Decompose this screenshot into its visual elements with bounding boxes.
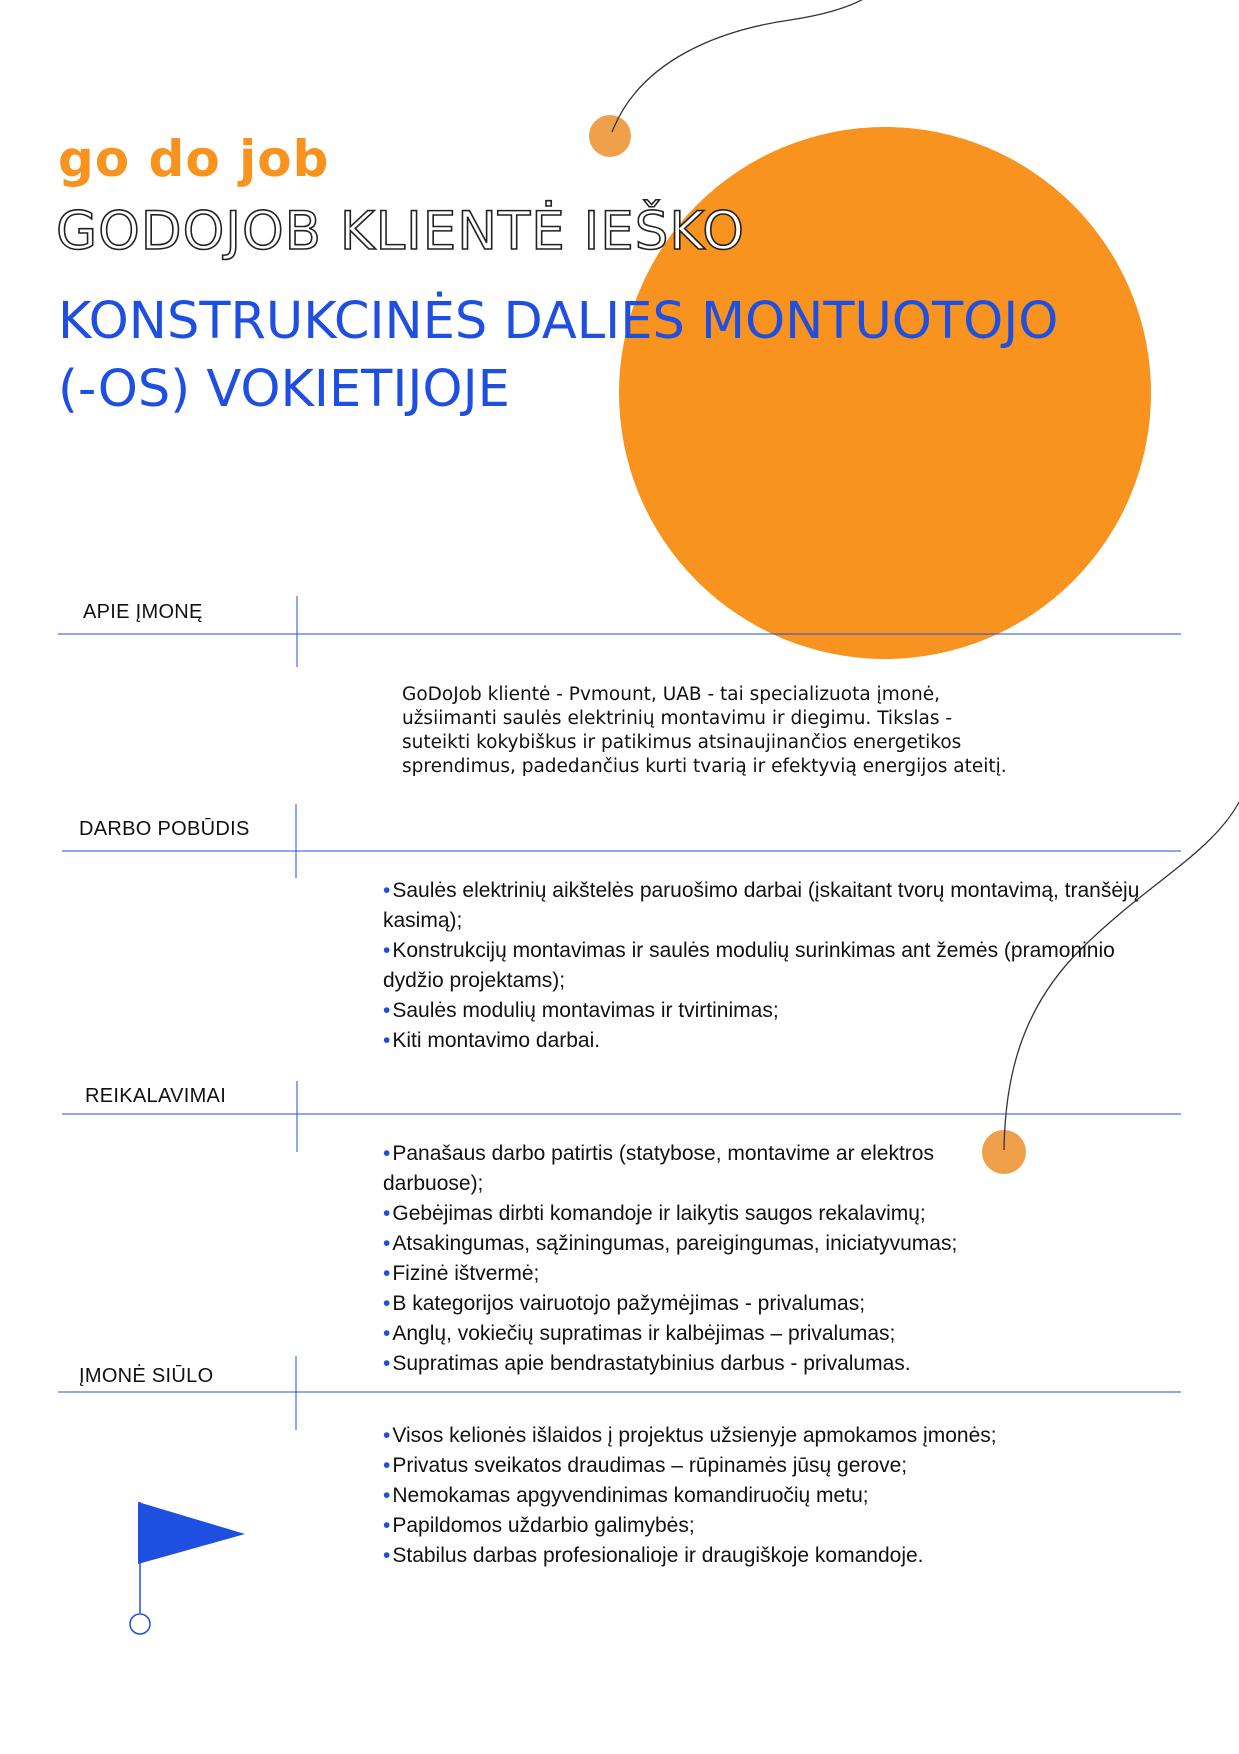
list-item — [383, 1349, 957, 1379]
company-logo: go do job — [58, 130, 330, 188]
requirements-list — [383, 1139, 957, 1379]
list-item — [383, 1319, 957, 1349]
list-item — [383, 1229, 957, 1259]
small-orange-dot-top — [589, 115, 631, 157]
list-item — [383, 936, 1139, 966]
section-label-siulo: ĮMONĖ SIŪLO — [79, 1365, 214, 1387]
list-item-text: Nemokamas apgyvendinimas komandiruočių metu; — [392, 1484, 869, 1507]
list-item — [383, 1199, 957, 1229]
list-item — [383, 1421, 997, 1451]
list-item-text: Saulės elektrinių aikštelės paruošimo darbai (įskaitant tvorų montavimą, tranšėjų — [392, 879, 1140, 902]
list-item — [383, 1289, 957, 1319]
list-item — [383, 1026, 1139, 1056]
company-description-line: sprendimus, padedančius kurti tvarią ir efektyvią energijos ateitį. — [402, 756, 1007, 777]
list-item-text: Saulės modulių montavimas ir tvirtinimas; — [392, 999, 779, 1022]
list-item — [383, 876, 1139, 906]
job-title-line-2: (-OS) VOKIETIJOJE — [58, 360, 510, 419]
list-item-text: Kiti montavimo darbai. — [392, 1029, 601, 1052]
list-item — [383, 1259, 957, 1289]
section-label-darbo: DARBO POBŪDIS — [79, 818, 250, 840]
list-item — [383, 1451, 997, 1481]
list-item-text: Fizinė ištvermė; — [392, 1262, 540, 1285]
company-description — [402, 683, 1122, 779]
list-item — [383, 996, 1139, 1026]
company-description-line: užsiimanti saulės elektrinių montavimu ir diegimu. Tikslas - — [402, 708, 953, 729]
section-label-apie: APIE ĮMONĘ — [83, 601, 203, 623]
list-item-text: Papildomos uždarbio galimybės; — [392, 1514, 695, 1537]
curve-line-top — [612, 0, 870, 132]
company-description-line: GoDoJob klientė - Pvmount, UAB - tai specializuota įmonė, — [402, 684, 941, 705]
list-item — [383, 1541, 997, 1571]
list-item-text: Privatus sveikatos draudimas – rūpinamės jūsų gerove; — [392, 1454, 908, 1477]
list-item-text: Supratimas apie bendrastatybinius darbus - privalumas. — [392, 1352, 911, 1375]
list-item — [383, 1511, 997, 1541]
section-label-reikalavimai: REIKALAVIMAI — [85, 1085, 227, 1107]
job-title-line-1: KONSTRUKCINĖS DALIES MONTUOTOJO — [58, 292, 1059, 351]
list-item — [383, 1139, 957, 1169]
list-item-continuation: kasimą); — [383, 909, 463, 932]
duties-list — [383, 876, 1139, 1056]
job-title — [58, 288, 1058, 424]
list-item-text: Atsakingumas, sąžiningumas, pareigingumas, iniciatyvumas; — [392, 1232, 958, 1255]
list-item-text: Anglų, vokiečių supratimas ir kalbėjimas – privalumas; — [392, 1322, 896, 1345]
benefits-list — [383, 1421, 997, 1571]
company-description-line: suteikti kokybiškus ir patikimus atsinaujinančios energetikos — [402, 732, 962, 753]
list-item-text: Panašaus darbo patirtis (statybose, montavime ar elektros — [392, 1142, 934, 1165]
list-item-text: Visos kelionės išlaidos į projektus užsienyje apmokamos įmonės; — [392, 1424, 997, 1447]
list-item-text: Stabilus darbas profesionalioje ir draugiškoje komandoje. — [392, 1544, 924, 1567]
list-item-continuation: darbuose); — [383, 1172, 484, 1195]
flag-icon — [130, 1502, 245, 1634]
list-item-text: Gebėjimas dirbti komandoje ir laikytis saugos rekalavimų; — [392, 1202, 926, 1225]
list-item-text: Konstrukcijų montavimas ir saulės modulių surinkimas ant žemės (pramoninio — [392, 939, 1115, 962]
list-item-continuation: dydžio projektams); — [383, 969, 566, 992]
list-item — [383, 1481, 997, 1511]
list-item-text: B kategorijos vairuotojo pažymėjimas - privalumas; — [392, 1292, 866, 1315]
client-seeks-heading: GODOJOB KLIENTĖ IEŠKO — [56, 201, 745, 262]
